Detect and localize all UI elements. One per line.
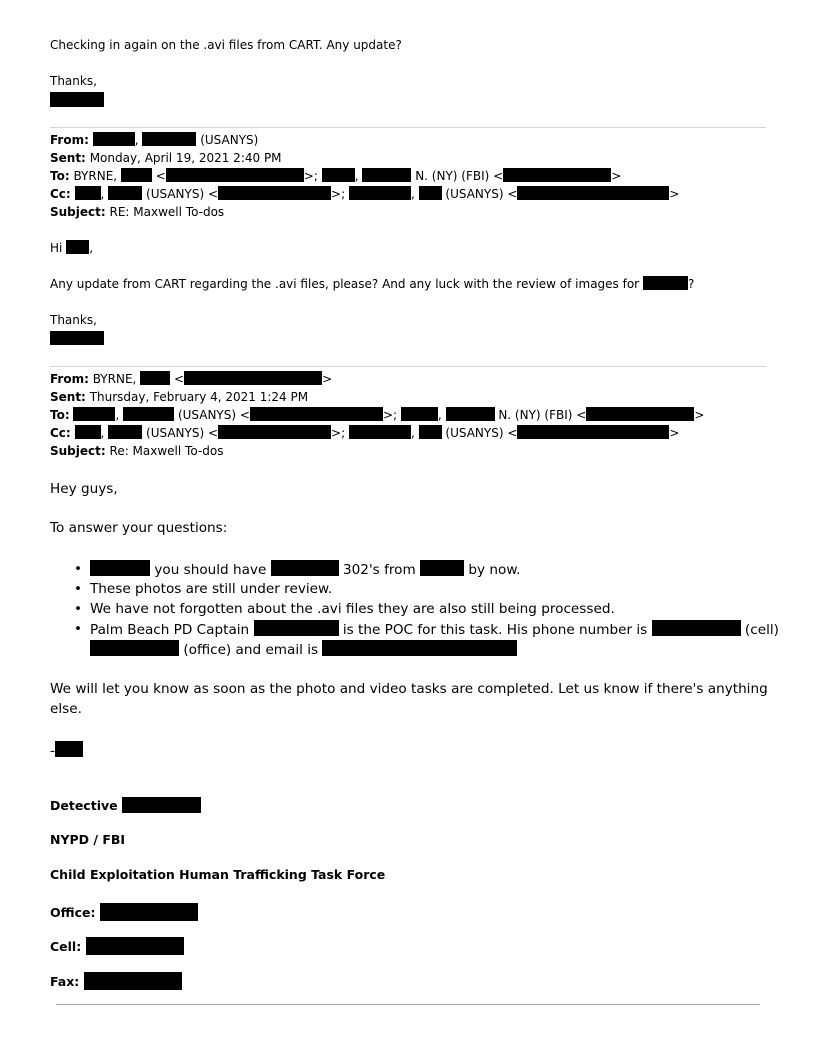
redaction-box bbox=[142, 132, 196, 146]
email1-cc: Cc: , (USANYS) < >; , (USANYS) < > bbox=[50, 187, 680, 201]
sent-label: Sent: bbox=[50, 151, 86, 165]
redaction-box bbox=[586, 407, 694, 421]
redaction-box bbox=[50, 92, 104, 107]
bullet-dot: • bbox=[74, 561, 83, 577]
redaction-box bbox=[254, 620, 339, 636]
bullet-text: 302's from bbox=[343, 562, 416, 578]
redaction-box bbox=[322, 168, 355, 182]
to-agency: N. (NY) (FBI) < bbox=[498, 408, 587, 422]
divider bbox=[50, 127, 766, 128]
signature-unit: Child Exploitation Human Trafficking Task Force bbox=[50, 867, 386, 882]
list-item bbox=[90, 620, 779, 639]
email1-sent bbox=[50, 150, 282, 166]
closing-line-2: else. bbox=[50, 701, 82, 717]
redaction-box bbox=[84, 972, 182, 990]
redaction-box bbox=[250, 407, 383, 421]
bullet-text: by now. bbox=[468, 562, 521, 578]
email1-to: To: BYRNE, < >; , N. (NY) (FBI) < > bbox=[50, 169, 622, 183]
sent-label: Sent: bbox=[50, 390, 86, 404]
redaction-box bbox=[100, 903, 198, 921]
body-text: Any update from CART regarding the .avi files, please? And any luck with the review of images for bbox=[50, 277, 640, 291]
email2-from: From: BYRNE, < > bbox=[50, 372, 333, 386]
redaction-box bbox=[652, 620, 741, 636]
email1-subject bbox=[50, 204, 224, 220]
redaction-box bbox=[123, 407, 174, 421]
email1-greeting: Hi , bbox=[50, 241, 94, 255]
signature-cell bbox=[50, 937, 184, 955]
to-agency: N. (NY) (FBI) < bbox=[415, 169, 504, 183]
redaction-box bbox=[121, 168, 152, 182]
redaction-box bbox=[322, 640, 517, 656]
list-item-continued bbox=[90, 640, 517, 659]
sign-off bbox=[50, 741, 83, 760]
email2-to: To: , (USANYS) < >; , N. (NY) (FBI) < > bbox=[50, 408, 705, 422]
signature-fax bbox=[50, 972, 182, 990]
redaction-box bbox=[184, 371, 322, 385]
subject-value: RE: Maxwell To-dos bbox=[109, 205, 225, 219]
intro-line: Checking in again on the .avi files from CART. Any update? bbox=[50, 38, 402, 52]
cell-label: Cell: bbox=[50, 939, 82, 954]
signature-title bbox=[50, 797, 201, 814]
redaction-box bbox=[122, 797, 201, 813]
office-label: Office: bbox=[50, 905, 96, 920]
redaction-box bbox=[140, 371, 170, 385]
redaction-box bbox=[419, 186, 442, 200]
list-item: We have not forgotten about the .avi files they are also still being processed. bbox=[90, 601, 615, 617]
cc-org: (USANYS) < bbox=[445, 426, 518, 440]
redaction-box bbox=[349, 186, 411, 200]
redaction-box bbox=[419, 425, 442, 439]
to-label: To: bbox=[50, 169, 70, 183]
redaction-box bbox=[271, 560, 339, 576]
email2-cc: Cc: , (USANYS) < >; , (USANYS) < > bbox=[50, 426, 680, 440]
intro-thanks: Thanks, bbox=[50, 74, 97, 88]
redaction-box bbox=[420, 560, 464, 576]
redaction-box bbox=[66, 240, 89, 254]
bullet-dot: • bbox=[74, 581, 83, 597]
cc-label: Cc: bbox=[50, 426, 71, 440]
fax-label: Fax: bbox=[50, 974, 80, 989]
redaction-box bbox=[517, 425, 669, 439]
signature-org: NYPD / FBI bbox=[50, 832, 126, 847]
sent-value: Thursday, February 4, 2021 1:24 PM bbox=[89, 390, 309, 404]
from-org: (USANYS) bbox=[200, 133, 259, 147]
redaction-box bbox=[401, 407, 438, 421]
cc-org: (USANYS) < bbox=[146, 426, 219, 440]
cc-label: Cc: bbox=[50, 187, 71, 201]
bullet-dot: • bbox=[74, 601, 83, 617]
subject-value: Re: Maxwell To-dos bbox=[109, 444, 224, 458]
signature-office bbox=[50, 903, 198, 921]
from-label: From: bbox=[50, 372, 89, 386]
to-label: To: bbox=[50, 408, 70, 422]
subject-label: Subject: bbox=[50, 444, 106, 458]
email2-subject bbox=[50, 443, 223, 459]
redaction-box bbox=[362, 168, 411, 182]
redaction-box bbox=[55, 741, 83, 757]
redaction-box bbox=[446, 407, 495, 421]
bullet-dot: • bbox=[74, 621, 83, 637]
redaction-box bbox=[108, 425, 142, 439]
sent-value: Monday, April 19, 2021 2:40 PM bbox=[89, 151, 282, 165]
subject-label: Subject: bbox=[50, 205, 106, 219]
redaction-box bbox=[73, 407, 115, 421]
redaction-box bbox=[93, 132, 135, 146]
redaction-box bbox=[166, 168, 304, 182]
redaction-box bbox=[50, 331, 104, 345]
email2-intro: To answer your questions: bbox=[50, 520, 228, 536]
redaction-box bbox=[517, 186, 669, 200]
redaction-box bbox=[75, 186, 101, 200]
redaction-box bbox=[108, 186, 142, 200]
email1-thanks: Thanks, bbox=[50, 313, 97, 327]
bullet-text: Palm Beach PD Captain bbox=[90, 622, 250, 638]
footer-divider bbox=[56, 1004, 760, 1005]
from-name: BYRNE, bbox=[92, 372, 137, 386]
redaction-box bbox=[90, 640, 179, 656]
bullet-text: is the POC for this task. His phone number is bbox=[342, 622, 648, 638]
email1-from: From: , (USANYS) bbox=[50, 133, 259, 147]
bullet-text: you should have bbox=[154, 562, 267, 578]
redaction-box bbox=[90, 560, 150, 576]
cc-org: (USANYS) < bbox=[445, 187, 518, 201]
to-name: BYRNE, bbox=[73, 169, 118, 183]
list-item bbox=[90, 560, 521, 579]
sign-dash: - bbox=[50, 743, 55, 759]
email2-sent bbox=[50, 389, 308, 405]
redaction-box bbox=[643, 276, 688, 290]
redaction-box bbox=[218, 425, 331, 439]
greeting-text: Hi bbox=[50, 241, 63, 255]
redaction-box bbox=[349, 425, 411, 439]
email2-greeting: Hey guys, bbox=[50, 481, 118, 497]
to-org: (USANYS) < bbox=[177, 408, 250, 422]
divider bbox=[50, 366, 766, 367]
redaction-box bbox=[75, 425, 101, 439]
bullet-text: (office) and email is bbox=[183, 642, 319, 658]
bullet-text: (cell) bbox=[744, 622, 779, 638]
closing-line-1: We will let you know as soon as the photo and video tasks are completed. Let us know if there's anything bbox=[50, 681, 768, 697]
redaction-box bbox=[503, 168, 611, 182]
redaction-box bbox=[218, 186, 331, 200]
cc-org: (USANYS) < bbox=[146, 187, 219, 201]
from-label: From: bbox=[50, 133, 89, 147]
redaction-box bbox=[86, 937, 184, 955]
signature-title-text: Detective bbox=[50, 798, 118, 813]
list-item: These photos are still under review. bbox=[90, 581, 333, 597]
email1-body: Any update from CART regarding the .avi files, please? And any luck with the review of images for ? bbox=[50, 277, 695, 291]
